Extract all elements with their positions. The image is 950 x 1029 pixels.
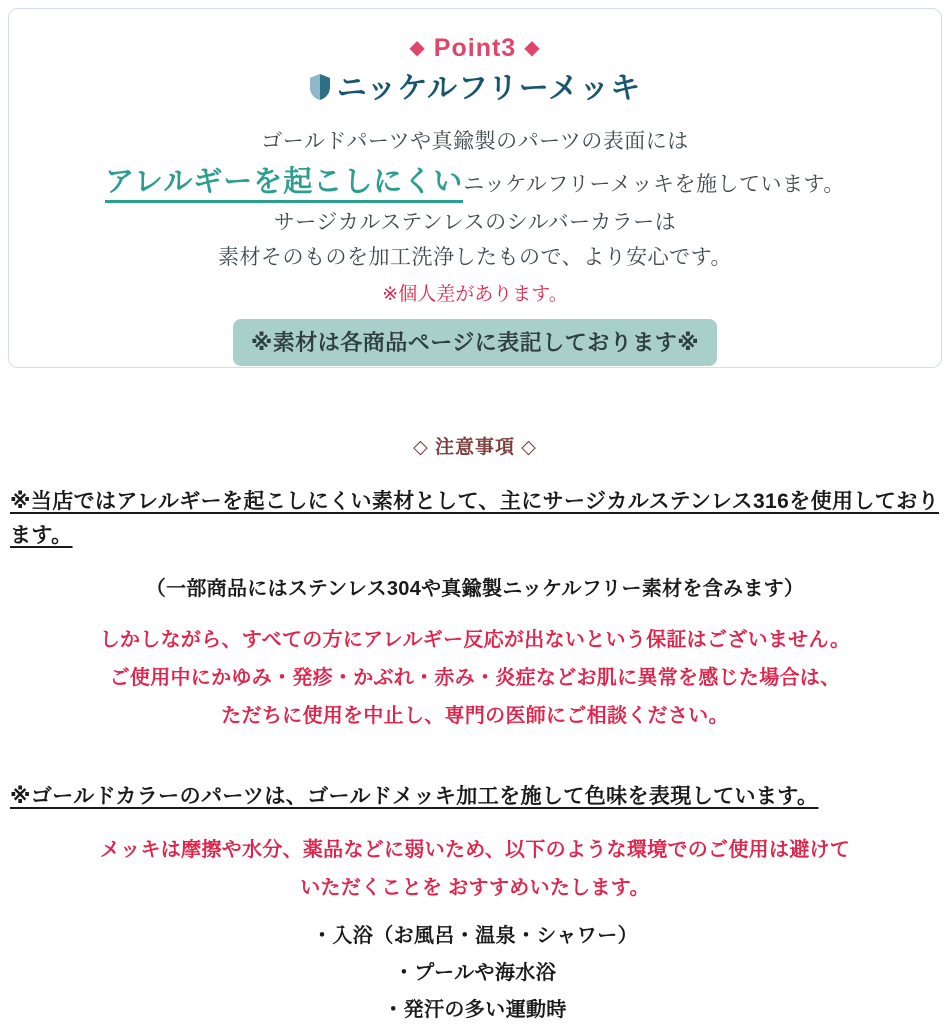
point3-title-row (9, 35, 941, 63)
point3-line-1: ゴールドパーツや真鍮製のパーツの表面には (261, 129, 689, 153)
diamond-right-icon: ◆ (524, 37, 541, 59)
point3-heading-text: ニッケルフリーメッキ (336, 71, 642, 105)
point3-line-2 (9, 160, 941, 205)
notice-paragraph-2: （一部商品にはステンレス304や真鍮製ニッケルフリー素材を含みます） (145, 578, 805, 601)
point3-line-2-tail: ニッケルフリーメッキを施しています。 (463, 173, 845, 197)
notice-paragraph-4 (10, 780, 940, 814)
notice-warning-line-3: ただちに使用を中止し、専門の医師にご相談ください。 (221, 705, 729, 728)
notice-warning-line-2: ご使用中にかゆみ・発疹・かぶれ・赤み・炎症などお肌に異常を感じた場合は、 (109, 667, 841, 690)
material-banner: ※素材は各商品ページに表記しております※ (233, 319, 717, 366)
list-item: ・発汗の多い運動時 (383, 998, 567, 1021)
point3-card (8, 8, 942, 368)
notice-section (0, 392, 950, 1029)
notice-paragraph-4-text: ※ゴールドカラーのパーツは、ゴールドメッキ加工を施して色味を表現しています。 (10, 785, 819, 809)
notice-paragraph-1-text: ※当店ではアレルギーを起こしにくい素材として、主にサージカルステンレス316を使用しております。 (10, 490, 939, 547)
point3-individual-note: ※個人差があります。 (382, 284, 568, 306)
point3-line-3: サージカルステンレスのシルバーカラーは (273, 210, 677, 234)
notice-warning-line-1: しかしながら、すべての方にアレルギー反応が出ないという保証はございません。 (99, 629, 851, 652)
point3-title: Point3 (433, 34, 517, 62)
notice-title: ◇ 注意事項 ◇ (413, 437, 537, 458)
notice-paragraph-1 (10, 485, 940, 552)
notice-plating-line-2: いただくことを おすすめいたします。 (300, 876, 650, 899)
point3-heading-row (9, 71, 941, 110)
shield-icon (309, 73, 331, 110)
point3-highlight: アレルギーを起こしにくい (105, 166, 463, 203)
list-item: ・プールや海水浴 (393, 961, 557, 984)
avoid-list (0, 918, 950, 1029)
point3-line-4: 素材そのものを加工洗浄したもので、より安心です。 (218, 245, 732, 269)
list-item: ・入浴（お風呂・温泉・シャワー） (312, 924, 638, 947)
notice-plating-line-1: メッキは摩擦や水分、薬品などに弱いため、以下のような環境でのご使用は避けて (99, 838, 851, 861)
diamond-left-icon: ◆ (409, 37, 426, 59)
